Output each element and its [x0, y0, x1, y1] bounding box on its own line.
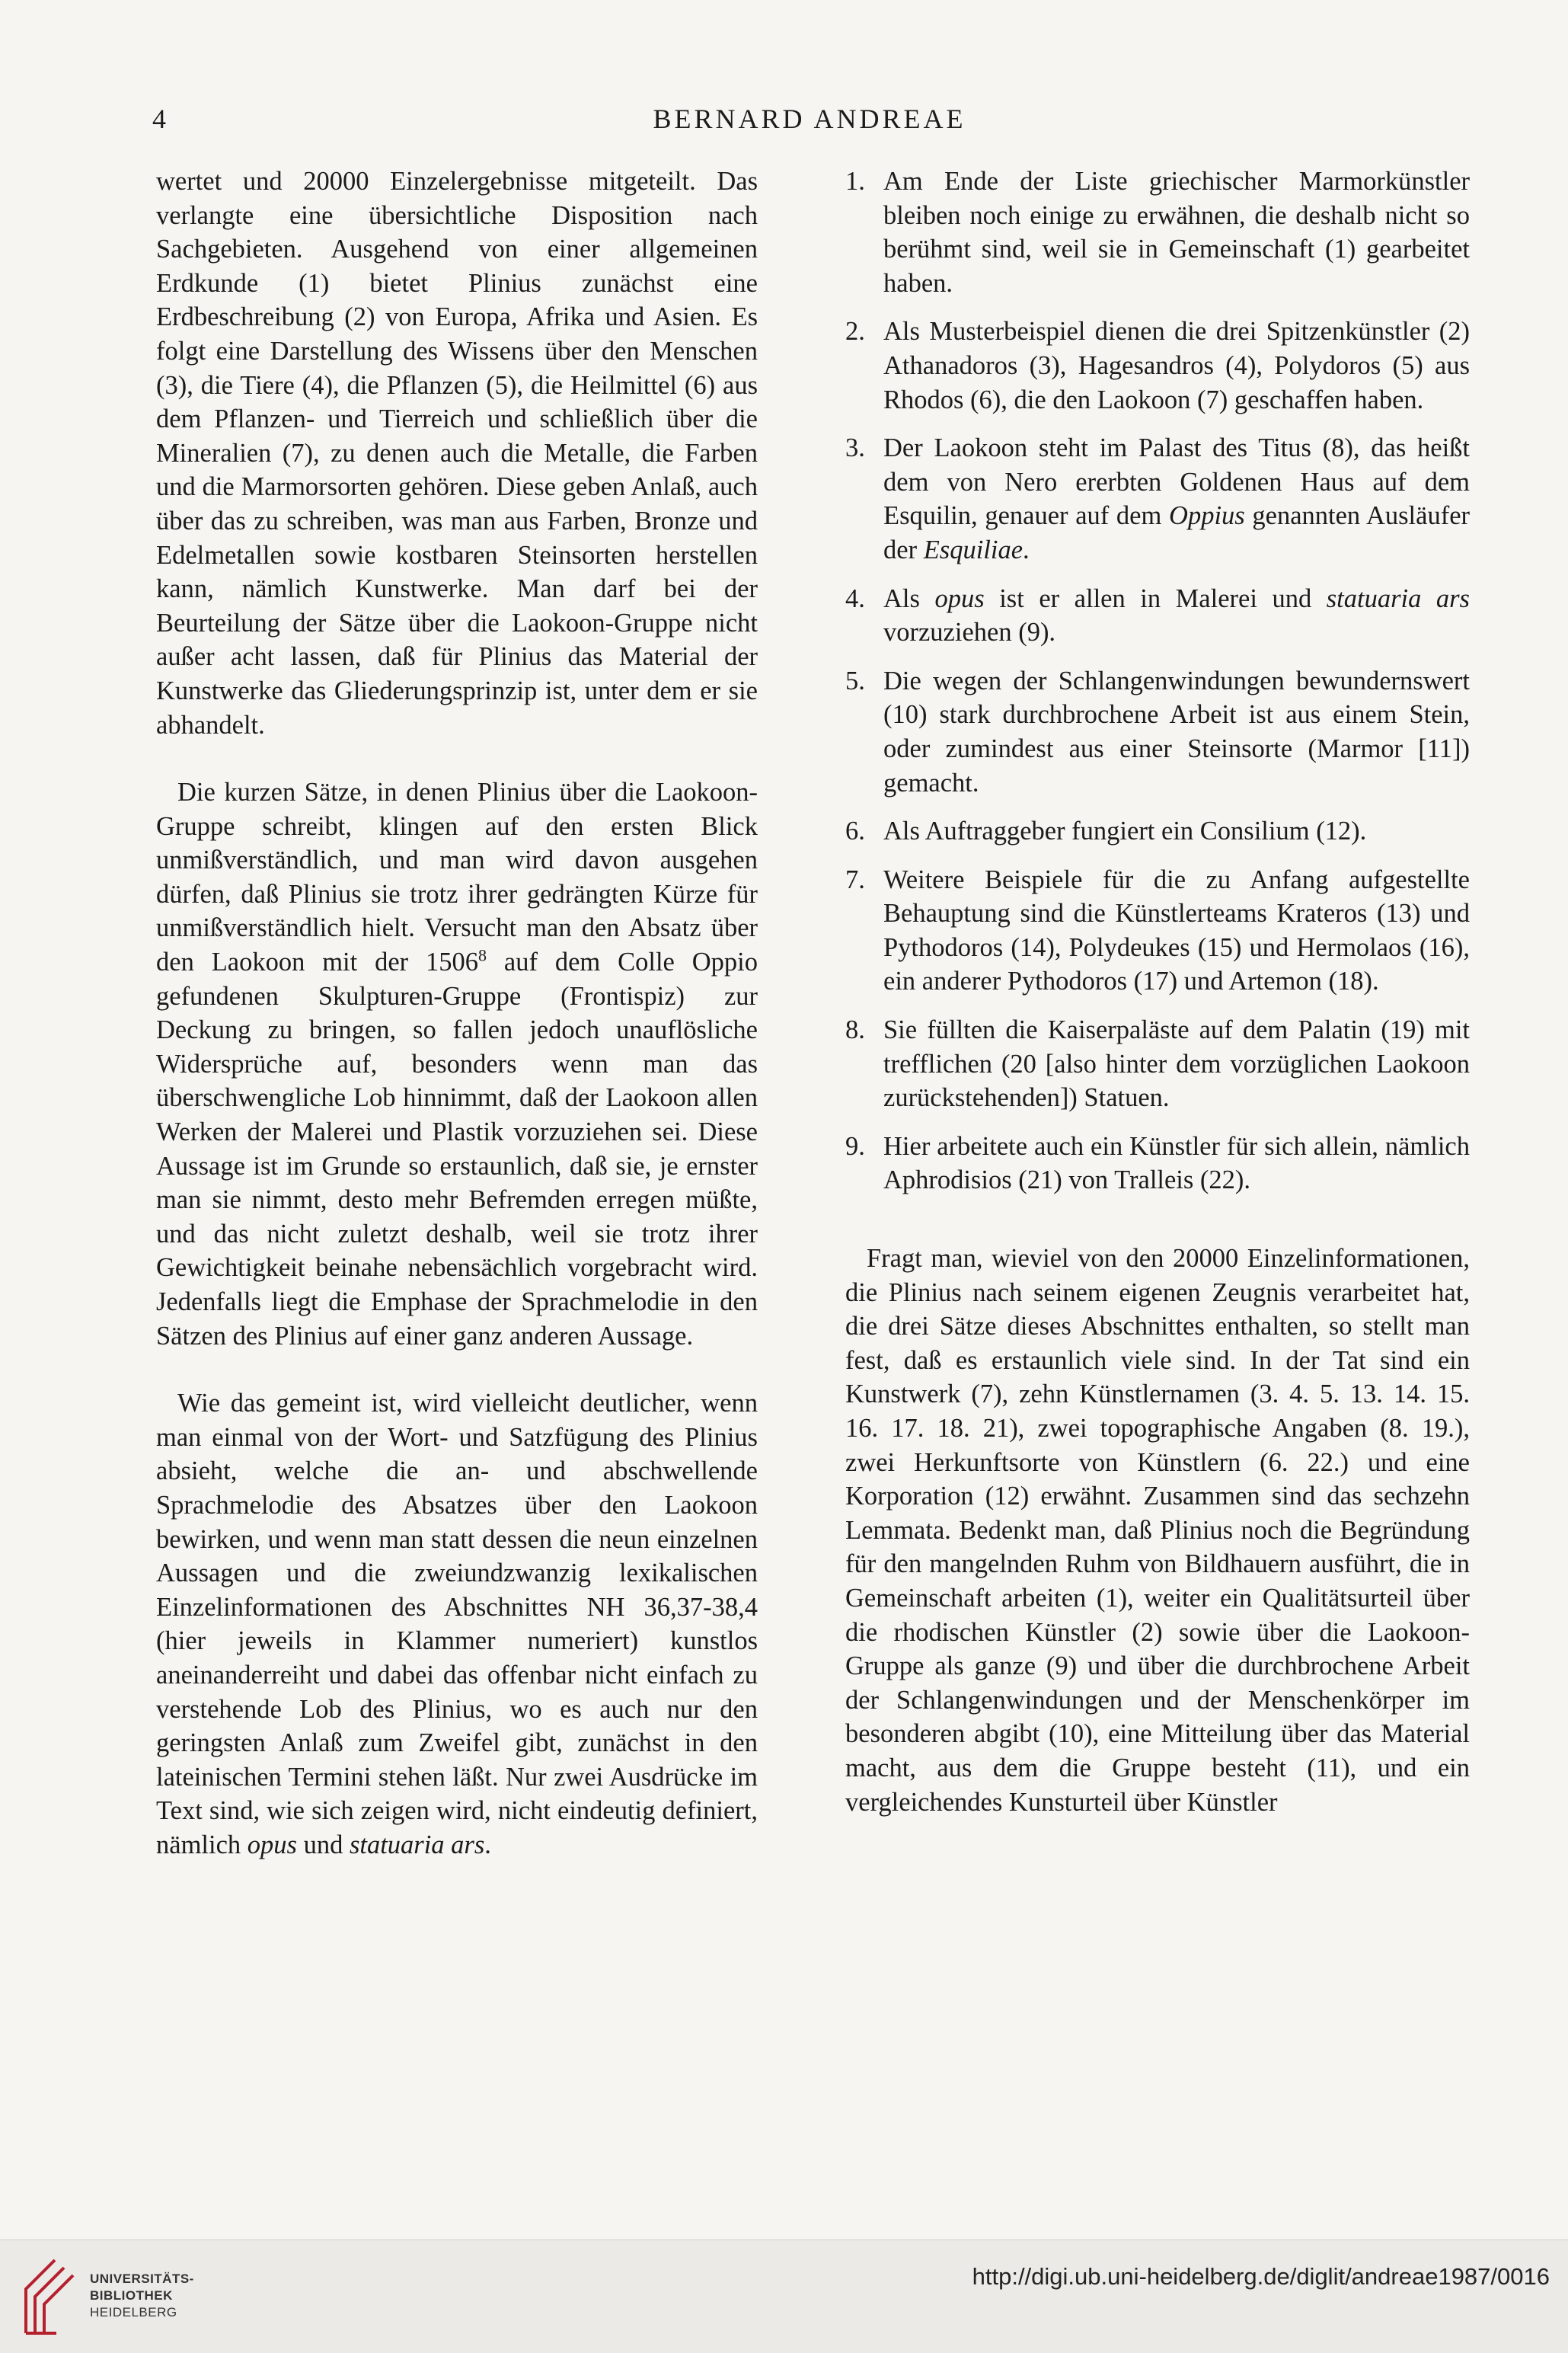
- ub-heidelberg-logo-icon[interactable]: [11, 2254, 81, 2339]
- list-item: 8. Sie füllten die Kaiserpaläste auf dem Palatin (19) mit trefflichen (20 [also hinter dem vorzüglichen Laokoon zurückstehenden]) Statuen.: [845, 1015, 1470, 1113]
- page-number: 4: [152, 104, 166, 134]
- list-item: 1. Am Ende der Liste griechischer Marmorkünstler bleiben noch einige zu erwähnen, die deshalb nicht so berühmt sind, weil sie in Gemeinschaft (1) gearbeitet haben.: [845, 167, 1470, 298]
- paragraph-1: wertet und 20000 Einzelergebnisse mitgeteilt. Das verlangte eine übersichtliche Disposition nach Sachgebieten. Ausgehend von einer allgemeinen Erdkunde (1) bietet Plinius zunächst eine Erdbeschreibung (2) von Europa, Afrika und Asien. Es folgt eine Darstellung des Wissens über den Menschen (3), die Tiere (4), die Pflanzen (5), die Heilmittel (6) aus dem Pflanzen- und Tierreich und schließlich über die Mineralien (7), zu denen auch die Metalle, die Farben und die Marmorsorten gehören. Diese geben Anlaß, auch über das zu schreiben, was man aus Farben, Bronze und Edelmetallen sowie kostbaren Steinsorten herstellen kann, nämlich Kunstwerke. Man darf bei der Beurteilung der Sätze über die Laokoon-Gruppe nicht außer acht lassen, daß für Plinius das Material der Kunstwerke das Gliederungsprinzip ist, unter dem er sie abhandelt.: [156, 167, 758, 740]
- viewer-footer: [0, 2240, 1568, 2353]
- paragraph-2: Die kurzen Sätze, in denen Plinius über die Laokoon-Gruppe schreibt, klingen auf den ersten Blick unmißverständlich, und man wird davon ausgehen dürfen, daß Plinius sie trotz ihrer gedrängten Kürze für unmißverständlich hielt. Versucht man den Absatz über den Laokoon mit der 1506$^8$ auf dem Colle Oppio gefundenen Skulpturen-Gruppe (Frontispiz) zur Deckung zu bringen, so fallen jedoch unauflösliche Widersprüche auf, besonders wenn man das überschwengliche Lob hinnimmt, daß der Laokoon allen Werken der Malerei und Plastik vorzuziehen sei. Diese Aussage ist im Grunde so erstaunlich, daß sie, je ernster man sie nimmt, desto mehr Befremden erregen müßte, und das nicht zuletzt deshalb, weil sie trotz ihrer Gewichtigkeit beinahe nebensächlich vorgebracht wird. Jedenfalls liegt die Emphase der Sprachmelodie in den Sätzen des Plinius auf einer ganz anderen Aussage.: [156, 778, 758, 1351]
- right-column: [845, 165, 1470, 1819]
- list-item: 2. Als Musterbeispiel dienen die drei Spitzenkünstler (2) Athanadoros (3), Hagesandros (4), Polydoros (5) aus Rhodos (6), die den Laokoon (7) geschaffen haben.: [845, 317, 1470, 414]
- running-head: BERNARD ANDREAE: [653, 104, 966, 134]
- list-item: 4. Als opus ist er allen in Malerei und statuaria ars vorzuziehen (9).: [845, 583, 1470, 647]
- list-item: 5. Die wegen der Schlangenwindungen bewundernswert (10) stark durchbrochene Arbeit ist aus einem Stein, oder zumindest aus einer Steinsorte (Marmor [11]) gemacht.: [845, 666, 1470, 798]
- paragraph-3: Wie das gemeint ist, wird vielleicht deutlicher, wenn man einmal von der Wort- und Satzfügung des Plinius absieht, welche die an- und abschwellende Sprachmelodie des Absatzes über den Laokoon bewirken, und wenn man statt dessen die neun einzelnen Aussagen und die zweiundzwanzig lexikalischen Einzelinformationen des Abschnittes NH 36,37-38,4 (hier jeweils in Klammer numeriert) kunstlos aneinanderreiht und dabei das offenbar nicht einfach zu verstehende Lob des Plinius, wo es auch nur den geringsten Anlaß zum Zweifel gibt, zunächst in den lateinischen Termini stehen läßt. Nur zwei Ausdrücke im Text sind, wie sich zeigen wird, nicht eindeutig definiert, nämlich opus und statuaria ars.: [156, 1389, 758, 1859]
- page-header: [152, 98, 1467, 143]
- numbered-statements: [845, 165, 1470, 1197]
- list-item: 3. Der Laokoon steht im Palast des Titus (8), das heißt dem von Nero ererbten Goldenen Haus auf dem Esquilin, genauer auf dem Oppius genannten Ausläufer der Esquiliae.: [845, 433, 1470, 564]
- footnote-ref-8[interactable]: 8: [478, 945, 487, 965]
- left-column: [156, 165, 758, 1862]
- list-item: 6. Als Auftraggeber fungiert ein Consilium (12).: [845, 817, 1367, 846]
- list-item: 9. Hier arbeitete auch ein Künstler für sich allein, nämlich Aphrodisios (21) von Tralleis (22).: [845, 1131, 1470, 1195]
- permalink-url[interactable]: http://digi.ub.uni-heidelberg.de/diglit/andreae1987/0016: [972, 2263, 1550, 2290]
- list-item: 7. Weitere Beispiele für die zu Anfang aufgestellte Behauptung sind die Künstlerteams Krateros (13) und Pythodoros (14), Polydeukes (15) und Hermolaos (16), ein anderer Pythodoros (17) und Artemon (18).: [845, 865, 1470, 996]
- paragraph-right: Fragt man, wieviel von den 20000 Einzelinformationen, die Plinius nach seinem eigenen Zeugnis verarbeitet hat, die drei Sätze dieses Abschnittes enthalten, so stellt man fest, daß es erstaunlich viele sind. In der Tat sind ein Kunstwerk (7), zehn Künstlernamen (3. 4. 5. 13. 14. 15. 16. 17. 18. 21), zwei topographische Angaben (8. 19.), zwei Herkunftsorte von Künstlern (6. 22.) und eine Korporation (12) erwähnt. Zusammen sind das sechzehn Lemmata. Bedenkt man, daß Plinius noch die Begründung für den mangelnden Ruhm von Bildhauern ausführt, die in Gemeinschaft arbeiten (1), weiter ein Qualitätsurteil über die rhodischen Künstler (2) sowie über die Laokoon-Gruppe als ganze (9) und über die durchbrochene Arbeit der Schlangenwindungen und der Menschenkörper im besonderen abgibt (10), eine Mitteilung über das Material macht, aus dem die Gruppe besteht (11), und ein vergleichendes Kunsturteil über Künstler: [845, 1244, 1470, 1817]
- library-name: UNIVERSITÄTS- BIBLIOTHEK HEIDELBERG: [90, 2271, 194, 2319]
